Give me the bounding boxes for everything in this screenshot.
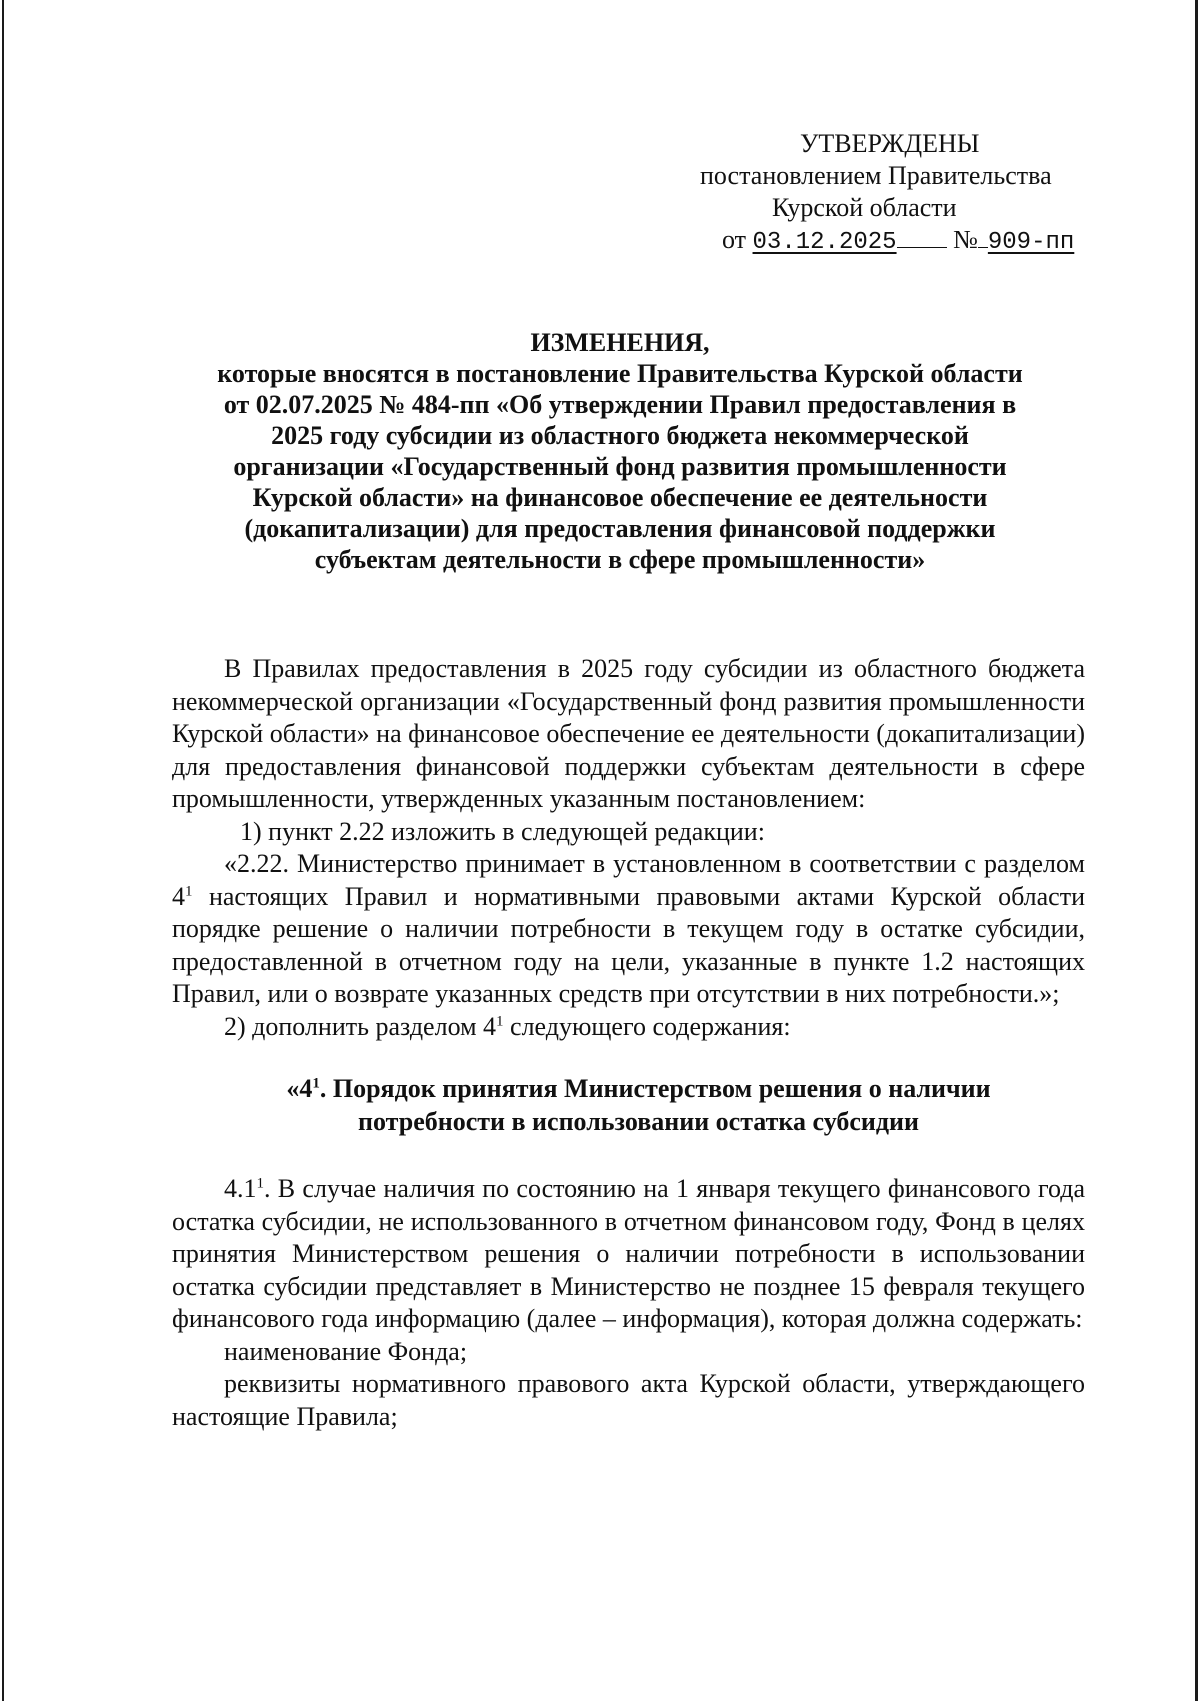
section-heading-a: «4 [286, 1074, 313, 1103]
section-heading-line2: потребности в использовании остатка субсидии [358, 1107, 919, 1136]
scan-border-left [2, 0, 4, 1701]
approval-stamp: УТВЕРЖДЕНЫ [800, 129, 980, 158]
title-line: от 02.07.2025 № 484-пп «Об утверждении Правил предоставления в [223, 390, 1017, 419]
number-sign: № [953, 225, 978, 254]
title-line: 2025 году субсидии из областного бюджета некоммерческой [271, 421, 969, 450]
approval-region: Курской области [772, 193, 957, 222]
paragraph-2-22 [172, 848, 1085, 1011]
date-prefix: от [722, 225, 747, 254]
title-line: Курской области» на финансовое обеспечение ее деятельности [252, 483, 988, 512]
title-line: которые вносятся в постановление Правительства Курской области [217, 359, 1023, 388]
list-item: наименование Фонда; [224, 1336, 468, 1366]
document-title [170, 327, 1070, 575]
date-underline [897, 246, 947, 248]
document-body [172, 653, 1085, 1433]
approval-block [700, 128, 1100, 259]
item-2 [172, 1011, 1085, 1044]
p411-superscript: 1 [256, 1175, 264, 1192]
item-1: 1) пункт 2.22 изложить в следующей редакции: [240, 816, 765, 846]
p222-superscript: 1 [185, 882, 193, 899]
paragraph-4-1-1 [172, 1173, 1085, 1336]
number-underline [978, 246, 988, 248]
title-heading: ИЗМЕНЕНИЯ, [530, 328, 710, 357]
item2-text-b: следующего содержания: [503, 1011, 791, 1041]
section-heading [172, 1072, 1085, 1138]
approval-date-line [700, 224, 1100, 259]
p222-text-a: «2.22. Министерство принимает в установленном в соответствии с разделом 4 [172, 849, 1085, 911]
approval-by-line: постановлением Правительства [700, 161, 1052, 190]
item2-text-a: 2) дополнить разделом 4 [224, 1011, 497, 1041]
item2-superscript: 1 [496, 1012, 504, 1029]
list-item: реквизиты нормативного правового акта Курской области, утверждающего настоящие Правила; [172, 1369, 1085, 1431]
p411-text-a: 4.1 [224, 1174, 257, 1203]
approval-date: 03.12.2025 [752, 229, 897, 256]
scan-border-right [1195, 0, 1198, 1701]
p222-text-b: настоящих Правил и нормативными правовыми актами Курской области порядке решение о наличии потребности в текущем году в остатке субсидии, предоставленной в отчетном году на цели, указанные в пункте 1.2 настоящих Правил, или о возврате указанных средств при отсутствии в них потребности.»; [172, 881, 1085, 1008]
title-line: субъектам деятельности в сфере промышленности» [314, 545, 926, 574]
approval-number: 909-пп [987, 229, 1075, 256]
section-superscript: 1 [312, 1075, 320, 1092]
title-line: организации «Государственный фонд развития промышленности [233, 452, 1007, 481]
section-heading-b: . Порядок принятия Министерством решения о наличии [319, 1074, 991, 1103]
intro-paragraph: В Правилах предоставления в 2025 году субсидии из областного бюджета некоммерческой организации «Государственный фонд развития промышленности Курской области» на финансовое обеспечение ее деятельности (докапитализации) для предоставления финансовой поддержки субъектам деятельности в сфере промышленности, утвержденных указанным постановлением: [172, 654, 1085, 813]
p411-text-b: . В случае наличия по состоянию на 1 января текущего финансового года остатка субсидии, не использованного в отчетном финансовом году, Фонд в целях принятия Министерством решения о наличии потребности в использовании остатка субсидии представляет в Министерство не позднее 15 февраля текущего финансового года информацию (далее – информация), которая должна содержать: [172, 1174, 1085, 1333]
title-line: (докапитализации) для предоставления финансовой поддержки [244, 514, 996, 543]
